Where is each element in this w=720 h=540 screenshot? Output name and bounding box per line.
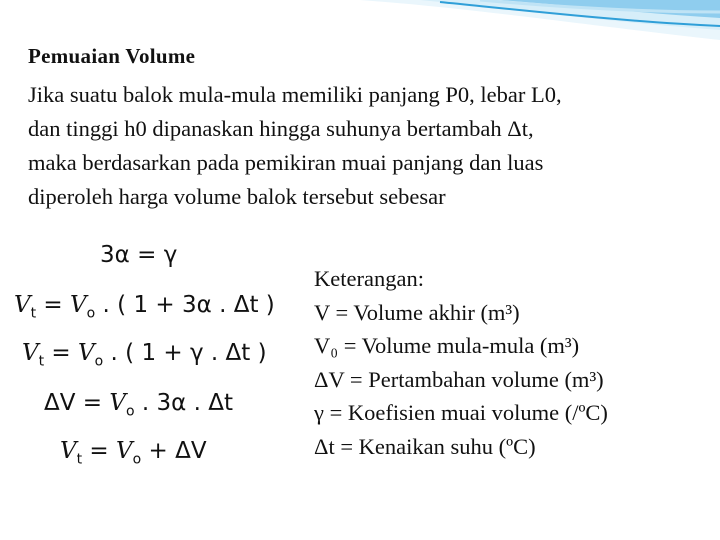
note-line: V₀ = Volume mula-mula (m³) [314, 333, 580, 358]
notes-heading: Keterangan: [314, 266, 424, 291]
note-line: Δt = Kenaikan suhu (ºC) [314, 433, 536, 459]
note-line: γ = Koefisien muai volume (/ºC) [314, 400, 608, 425]
formula-delta-v: $\Delta V = V_o$ . 3α . Δt [44, 390, 233, 420]
intro-paragraph [28, 78, 708, 214]
formula-vt-sum: $V_t = V_o + \Delta V$ [60, 438, 207, 468]
formula-block [0, 238, 300, 478]
formula-vt-gamma: $V_t = V_o$ . ( 1 + γ . Δt ) [22, 340, 267, 370]
intro-line: dan tinggi h0 dipanaskan hingga suhunya bertambah Δt, [28, 116, 534, 141]
formula-vt-alpha: $V_t = V_o$ . ( 1 + 3α . Δt ) [14, 292, 275, 322]
intro-line: Jika suatu balok mula-mula memiliki panjang P0, lebar L0, [28, 82, 562, 107]
note-line: ΔV = Pertambahan volume (m³) [314, 366, 604, 392]
note-line: V = Volume akhir (m³) [314, 299, 520, 325]
intro-line: diperoleh harga volume balok tersebut sebesar [28, 184, 446, 209]
formula-alpha-gamma: 3α = γ [100, 242, 178, 268]
legend-notes [314, 262, 608, 463]
intro-line: maka berdasarkan pada pemikiran muai panjang dan luas [28, 150, 544, 175]
slide-title: Pemuaian Volume [28, 44, 196, 68]
